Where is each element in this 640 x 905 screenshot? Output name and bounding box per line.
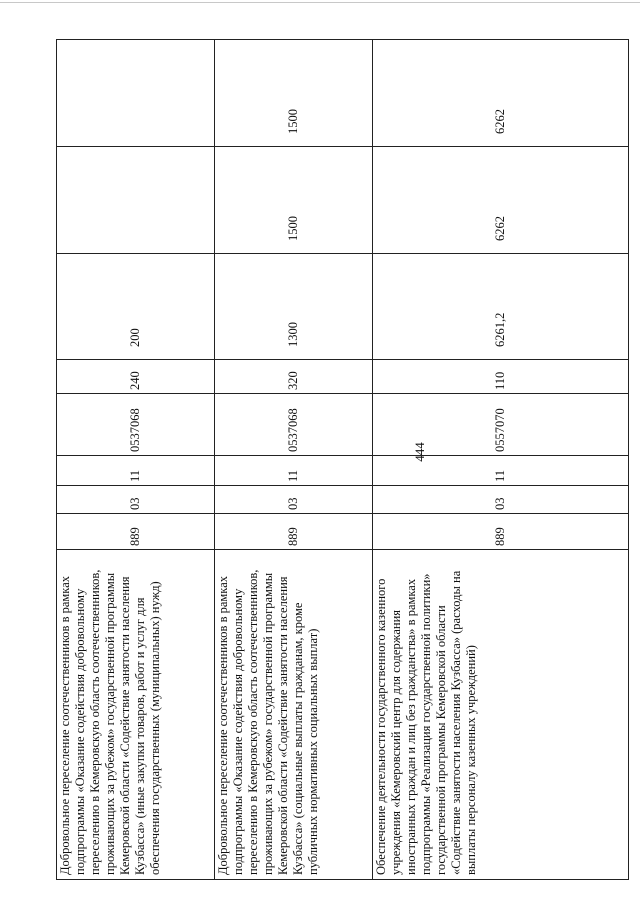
amount-year-3: 6262	[373, 40, 629, 147]
rotated-page	[56, 40, 628, 880]
target-article-code: 0537068	[215, 394, 373, 456]
amount-year-3: 1500	[215, 40, 373, 147]
row-description: Добровольное переселение соотечественников в рамках подпрограммы «Оказание содействия добровольному переселению в Кемеровскую область соотечественников, проживающих за рубежом» государственной программы Кемеровской области «Содействие занятости населения Кузбасса» (социальные выплаты гражданам, кроме публичных нормативных социальных выплат)	[215, 550, 373, 880]
amount-year-2: 6262	[373, 147, 629, 254]
target-article-code: 0537068	[57, 394, 215, 456]
expense-type-code: 240	[57, 360, 215, 394]
row-description: Обеспечение деятельности государственного казенного учреждения «Кемеровский центр для содержания иностранных граждан и лиц без гражданства» в рамках подпрограммы «Реализация государственной политики» государственной программы Кемеровской области «Содействие занятости населения Кузбасса» (расходы на выплаты персоналу казенных учреждений)	[373, 550, 629, 880]
scan-edge-line	[0, 2, 640, 3]
expense-type-code: 320	[215, 360, 373, 394]
ministry-code: 889	[57, 514, 215, 550]
subsection-code: 11	[57, 456, 215, 486]
ministry-code: 889	[215, 514, 373, 550]
section-code: 03	[57, 486, 215, 514]
subsection-code: 11	[373, 456, 629, 486]
amount-year-2	[57, 147, 215, 254]
table-row	[215, 40, 373, 880]
page-number: 444	[412, 442, 427, 462]
subsection-code: 11	[215, 456, 373, 486]
expense-type-code: 110	[373, 360, 629, 394]
row-description: Добровольное переселение соотечественников в рамках подпрограммы «Оказание содействия добровольному переселению в Кемеровскую область соотечественников, проживающих за рубежом» государственной программы Кемеровской области «Содействие занятости населения Кузбасса» (иные закупки товаров, работ и услуг для обеспечения государственных (муниципальных) нужд)	[57, 550, 215, 880]
budget-table	[56, 39, 629, 880]
amount-year-2: 1500	[215, 147, 373, 254]
section-code: 03	[373, 486, 629, 514]
amount-year-1: 6261,2	[373, 254, 629, 360]
amount-year-1: 200	[57, 254, 215, 360]
target-article-code: 0557070	[373, 394, 629, 456]
section-code: 03	[215, 486, 373, 514]
table-row	[57, 40, 215, 880]
amount-year-1: 1300	[215, 254, 373, 360]
amount-year-3	[57, 40, 215, 147]
table-row	[373, 40, 629, 880]
ministry-code: 889	[373, 514, 629, 550]
